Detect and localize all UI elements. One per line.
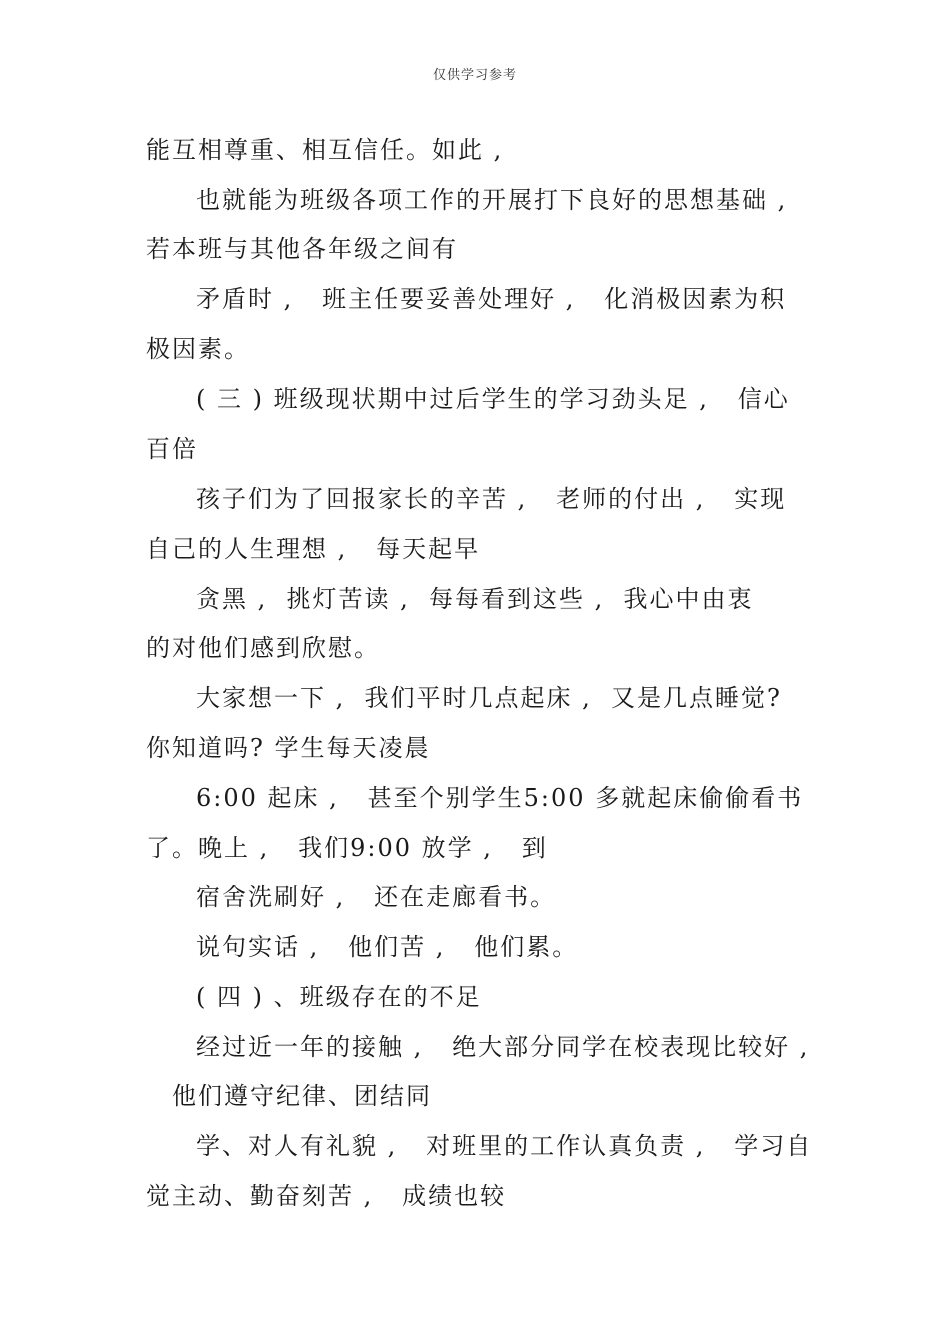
text-line: 你知道吗? 学生每天凌晨 bbox=[146, 734, 431, 762]
text-line: 学、对人有礼貌 , 对班里的工作认真负责 , 学习自 bbox=[196, 1132, 813, 1160]
text-line: 极因素。 bbox=[146, 335, 250, 363]
text-line: 6:00 起床 , 甚至个别学生5:00 多就起床偷偷看书 bbox=[196, 784, 804, 812]
text-line: 觉主动、勤奋刻苦 , 成绩也较 bbox=[146, 1182, 507, 1210]
text-line: 若本班与其他各年级之间有 bbox=[146, 235, 458, 263]
text-line: 孩子们为了回报家长的辛苦 , 老师的付出 , 实现 bbox=[196, 485, 787, 513]
text-line: 贪黑 , 挑灯苦读 , 每每看到这些 , 我心中由衷 bbox=[196, 585, 754, 613]
text-line: ( 四 ) 、班级存在的不足 bbox=[196, 983, 482, 1011]
text-line: 说句实话 , 他们苦 , 他们累。 bbox=[196, 933, 579, 961]
text-line: 矛盾时 , 班主任要妥善处理好 , 化消极因素为积 bbox=[196, 285, 787, 313]
text-line: ( 三 ) 班级现状期中过后学生的学习劲头足 , 信心 bbox=[196, 385, 790, 413]
text-line: 能互相尊重、相互信任。如此 , bbox=[146, 136, 504, 164]
text-line: 经过近一年的接触 , 绝大部分同学在校表现比较好 , bbox=[196, 1033, 810, 1061]
text-line: 他们遵守纪律、团结同 bbox=[172, 1082, 432, 1110]
text-line: 也就能为班级各项工作的开展打下良好的思想基础 , bbox=[196, 186, 788, 214]
text-line: 自己的人生理想 , 每天起早 bbox=[146, 535, 481, 563]
text-line: 大家想一下 , 我们平时几点起床 , 又是几点睡觉? bbox=[196, 684, 782, 712]
text-line: 百倍 bbox=[146, 435, 198, 463]
text-line: 的对他们感到欣慰。 bbox=[146, 634, 380, 662]
text-line: 了。晚上 , 我们9:00 放学 , 到 bbox=[146, 834, 548, 862]
page-header: 仅供学习参考 bbox=[432, 68, 517, 83]
text-line: 宿舍洗刷好 , 还在走廊看书。 bbox=[196, 883, 557, 911]
